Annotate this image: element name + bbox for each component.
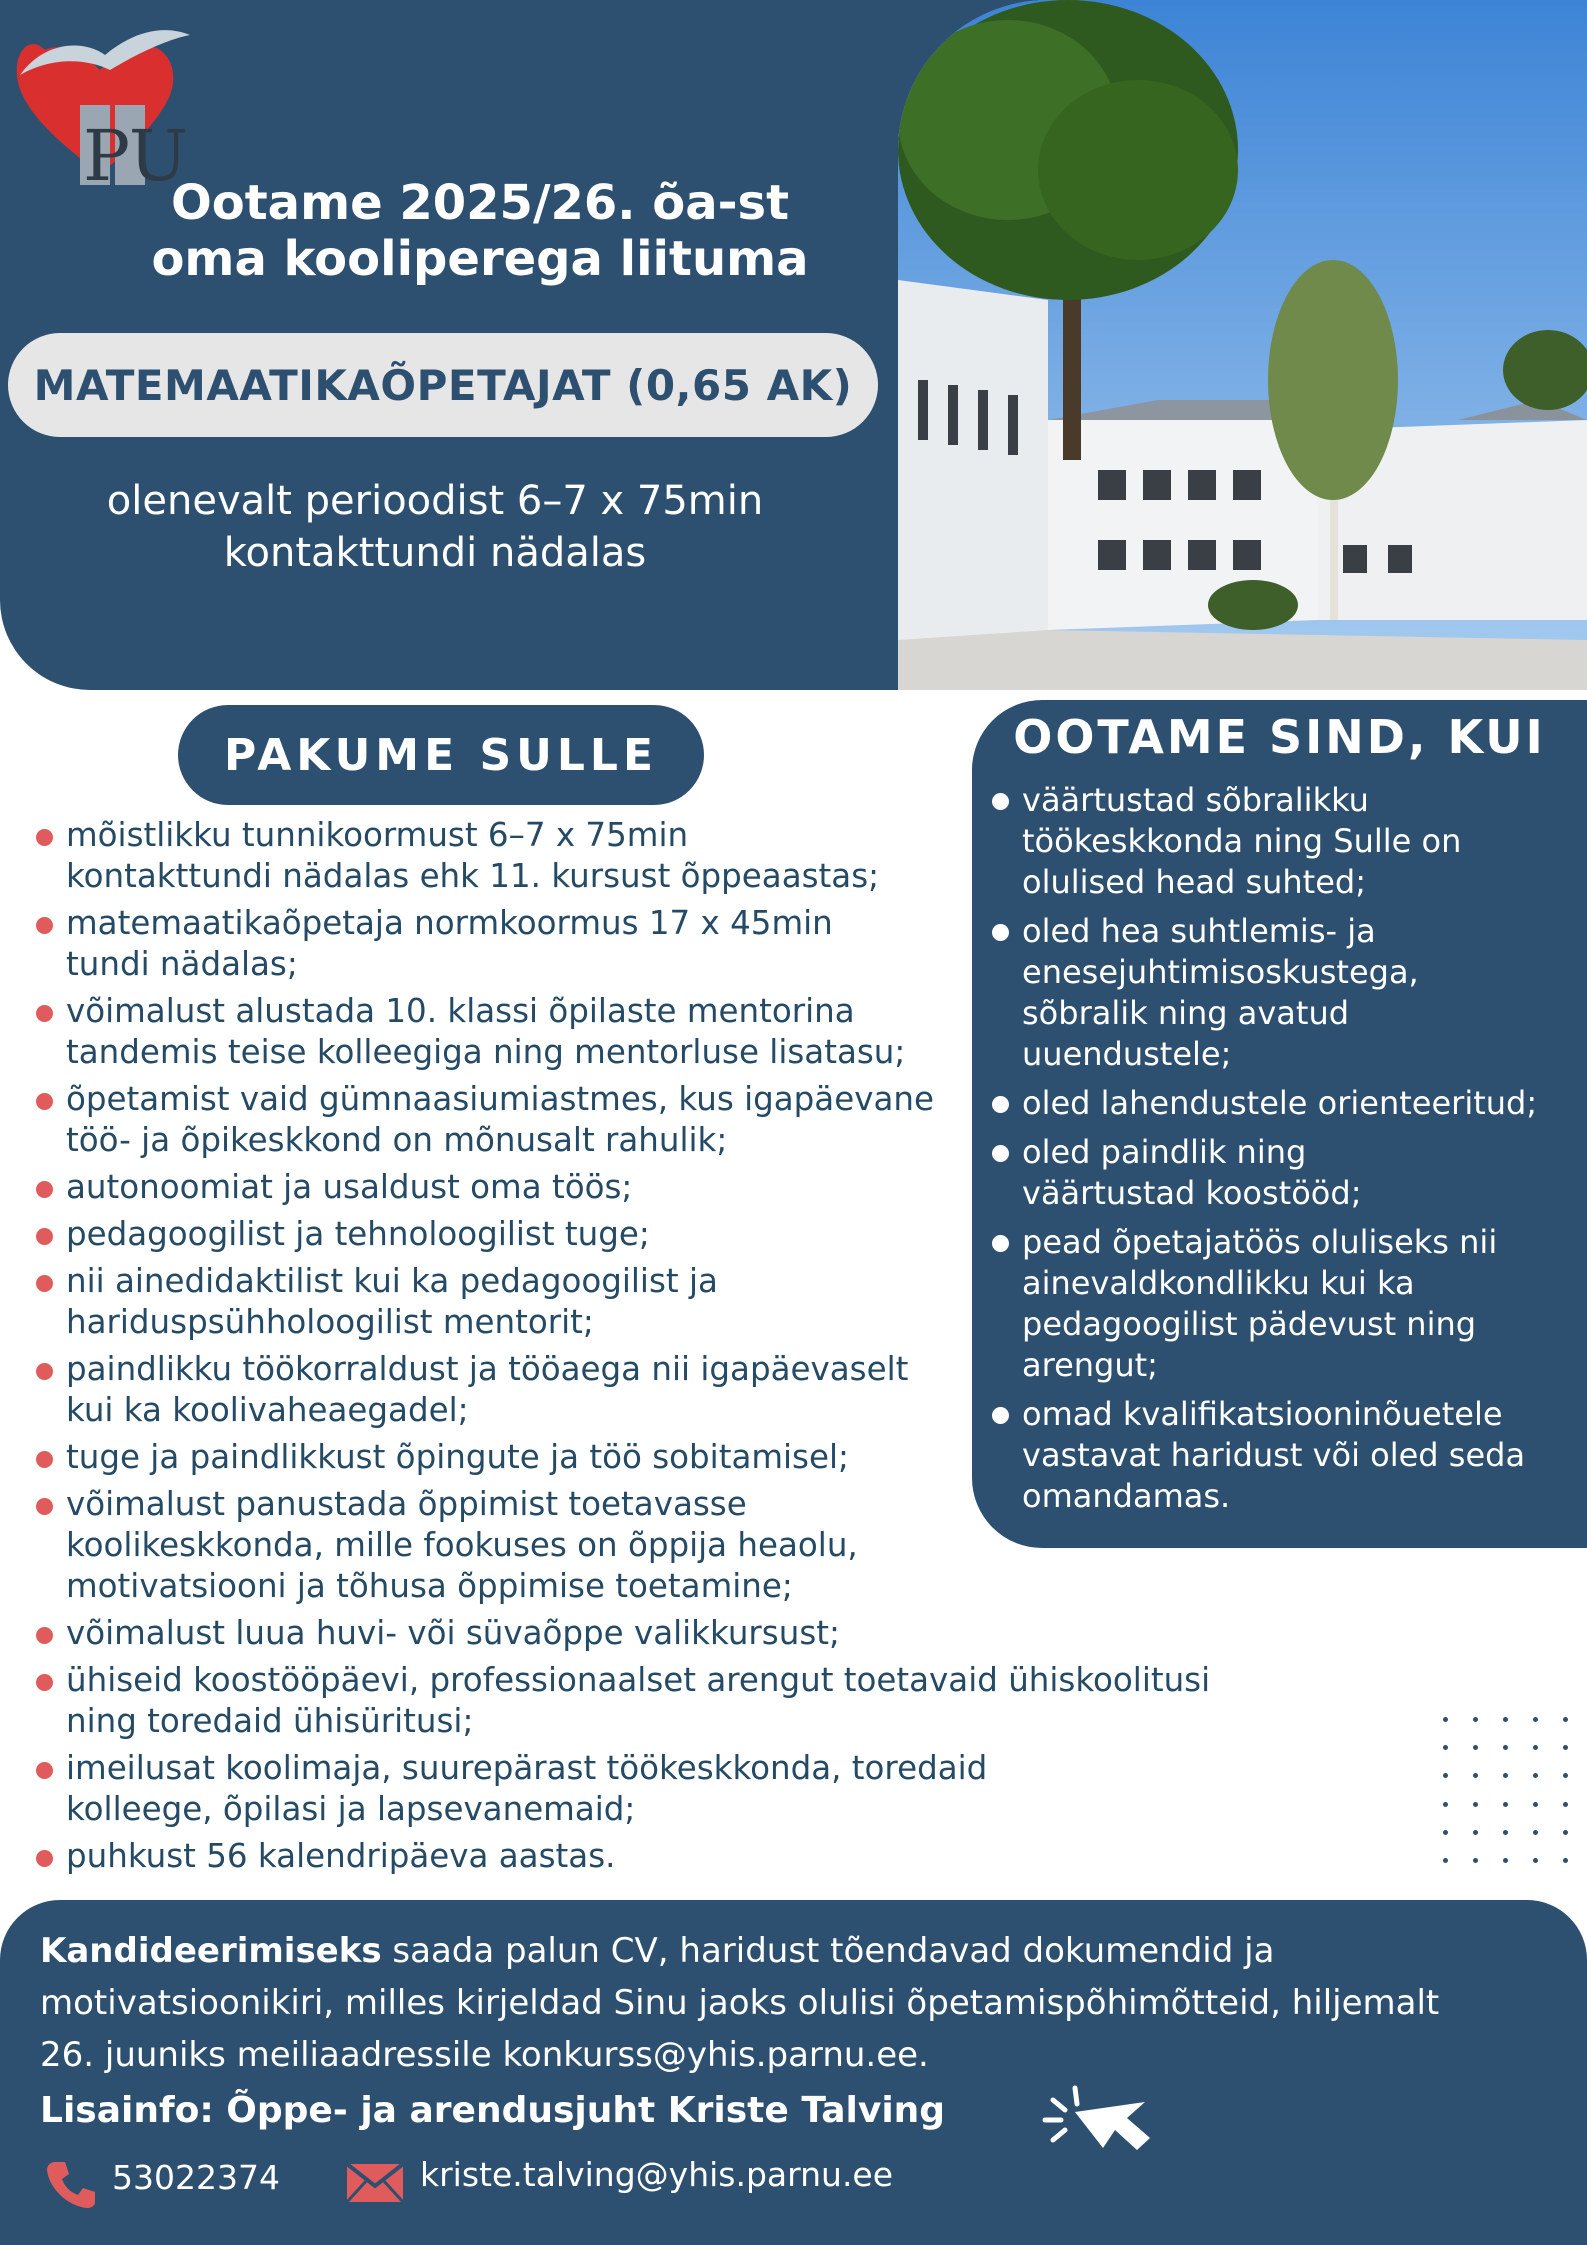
apply-text: saada palun CV, haridust tõendavad dokumendid ja [381, 1931, 1275, 1971]
offer-item-line: võimalust luua huvi- või süvaõppe valikkursust; [66, 1614, 840, 1652]
requirement-line: oled lahendustele orienteeritud; [1022, 1084, 1538, 1122]
position-title: MATEMAATIKAÕPETAJAT (0,65 AK) [8, 333, 878, 437]
apply-text: motivatsioonikiri, milles kirjeldad Sinu jaoks olulisi õpetamispõhimõtteid, hiljemalt [40, 1983, 1440, 2023]
position-detail-line: olenevalt perioodist 6–7 x 75min [106, 478, 764, 524]
offer-item-line: võimalust alustada 10. klassi õpilaste mentorina [66, 992, 855, 1030]
bullet-dot [36, 1005, 53, 1022]
headline [90, 175, 870, 287]
requirement-line: arengut; [1022, 1346, 1158, 1384]
requirement-line: vastavat haridust või oled seda [1022, 1436, 1526, 1474]
requirement-line: omad kvalifikatsiooninõuetele [1022, 1395, 1503, 1433]
headline-line: oma kooliperega liituma [151, 231, 809, 287]
offer-item-line: puhkust 56 kalendripäeva aastas. [66, 1837, 616, 1875]
offer-item-line: töö- ja õpikeskkond on mõnusalt rahulik; [66, 1121, 728, 1159]
bullet-dot [36, 1627, 53, 1644]
requirement-item [992, 1132, 1587, 1214]
offer-item-line: tandemis teise kolleegiga ning mentorluse lisatasu; [66, 1033, 906, 1071]
requirement-line: töökeskkonda ning Sulle on [1022, 822, 1462, 860]
requirement-item [992, 911, 1587, 1075]
offer-item-line: ühiseid koostööpäevi, professionaalset arengut toetavaid ühiskoolitusi [66, 1661, 1211, 1699]
phone-number[interactable]: 53022374 [112, 2158, 280, 2197]
requirement-item [992, 1394, 1587, 1517]
offer-item [30, 1660, 1290, 1742]
application-instructions [40, 1925, 1570, 2081]
offer-item-line: pedagoogilist ja tehnoloogilist tuge; [66, 1215, 650, 1253]
requirement-line: väärtustad sõbralikku [1022, 781, 1369, 819]
phone-icon [45, 2158, 97, 2210]
requirement-line: omandamas. [1022, 1477, 1231, 1515]
offer-item [30, 1748, 1290, 1830]
requirement-line: ainevaldkondlikku kui ka [1022, 1264, 1415, 1302]
bullet-dot [992, 1145, 1009, 1162]
requirements-list [992, 780, 1587, 1525]
requirement-line: oled hea suhtlemis- ja [1022, 912, 1376, 950]
position-detail-line: kontakttundi nädalas [223, 530, 647, 576]
bullet-dot [992, 793, 1009, 810]
bullet-dot [36, 1093, 53, 1110]
bullet-dot [36, 1762, 53, 1779]
offer-item [30, 1836, 1290, 1877]
contact-info-title: Lisainfo: Õppe- ja arendusjuht Kriste Talving [40, 2090, 946, 2131]
offer-item [30, 1613, 1290, 1654]
offer-item-line: autonoomiat ja usaldust oma töös; [66, 1168, 633, 1206]
bullet-dot [36, 1181, 53, 1198]
click-cursor-icon [1035, 2080, 1155, 2160]
requirement-line: oled paindlik ning [1022, 1133, 1307, 1171]
offer-item-line: koolikeskkonda, mille fookuses on õppija heaolu, [66, 1526, 858, 1564]
requirement-line: pead õpetajatöös oluliseks nii [1022, 1223, 1498, 1261]
requirement-line: uuendustele; [1022, 1035, 1232, 1073]
email-address[interactable]: kriste.talving@yhis.parnu.ee [420, 2155, 894, 2194]
requirements-title: OOTAME SIND, KUI [1013, 710, 1546, 764]
requirements-panel [972, 700, 1587, 1548]
bullet-dot [992, 1235, 1009, 1252]
apply-bold: Kandideerimiseks [40, 1931, 382, 1971]
requirement-item [992, 780, 1587, 903]
requirement-item [992, 1083, 1587, 1124]
offer-item-line: ning toredaid ühisüritusi; [66, 1702, 474, 1740]
offer-item-line: paindlikku töökorraldust ja tööaega nii igapäevaselt [66, 1350, 909, 1388]
bullet-dot [992, 1407, 1009, 1424]
requirement-line: väärtustad koostööd; [1022, 1174, 1362, 1212]
bullet-dot [36, 917, 53, 934]
bullet-dot [36, 1275, 53, 1292]
position-detail [40, 475, 830, 579]
requirement-line: pedagoogilist pädevust ning [1022, 1305, 1477, 1343]
bullet-dot [36, 1363, 53, 1380]
school-logo [5, 10, 190, 190]
offer-item-line: mõistlikku tunnikoormust 6–7 x 75min [66, 816, 689, 854]
requirement-item [992, 1222, 1587, 1386]
requirement-line: olulised head suhted; [1022, 863, 1366, 901]
bullet-dot [36, 1451, 53, 1468]
offer-item-line: imeilusat koolimaja, suurepärast töökeskkonda, toredaid [66, 1749, 988, 1787]
offer-item-line: motivatsiooni ja tõhusa õppimise toetamine; [66, 1567, 793, 1605]
offer-item-line: tundi nädalas; [66, 945, 298, 983]
offer-title: PAKUME SULLE [178, 705, 704, 805]
bullet-dot [36, 1228, 53, 1245]
offer-item-line: kontakttundi nädalas ehk 11. kursust õppeaastas; [66, 857, 880, 895]
headline-line: Ootame 2025/26. õa-st [170, 175, 790, 231]
envelope-icon [345, 2162, 405, 2204]
offer-item-line: hariduspsühholoogilist mentorit; [66, 1303, 594, 1341]
logo-text: PU [83, 115, 188, 190]
offer-item-line: kui ka koolivaheaegadel; [66, 1391, 469, 1429]
school-building-photo [898, 0, 1587, 690]
offer-item-line: kolleege, õpilasi ja lapsevanemaid; [66, 1790, 636, 1828]
offer-item-line: tuge ja paindlikkust õpingute ja töö sobitamisel; [66, 1438, 849, 1476]
bullet-dot [36, 1850, 53, 1867]
requirement-line: sõbralik ning avatud [1022, 994, 1350, 1032]
bullet-dot [36, 829, 53, 846]
offer-item-line: nii ainedidaktilist kui ka pedagoogilist ja [66, 1262, 718, 1300]
bullet-dot [992, 924, 1009, 941]
decorative-dot-grid [1430, 1705, 1580, 1875]
requirement-line: enesejuhtimisoskustega, [1022, 953, 1419, 991]
apply-text: 26. juuniks meiliaadressile konkurss@yhis.parnu.ee. [40, 2035, 929, 2075]
footer-panel [0, 1900, 1587, 2245]
offer-item-line: matemaatikaõpetaja normkoormus 17 x 45min [66, 904, 833, 942]
bullet-dot [36, 1674, 53, 1691]
offer-item-line: võimalust panustada õppimist toetavasse [66, 1485, 747, 1523]
bullet-dot [992, 1096, 1009, 1113]
bullet-dot [36, 1498, 53, 1515]
offer-item-line: õpetamist vaid gümnaasiumiastmes, kus igapäevane [66, 1080, 934, 1118]
